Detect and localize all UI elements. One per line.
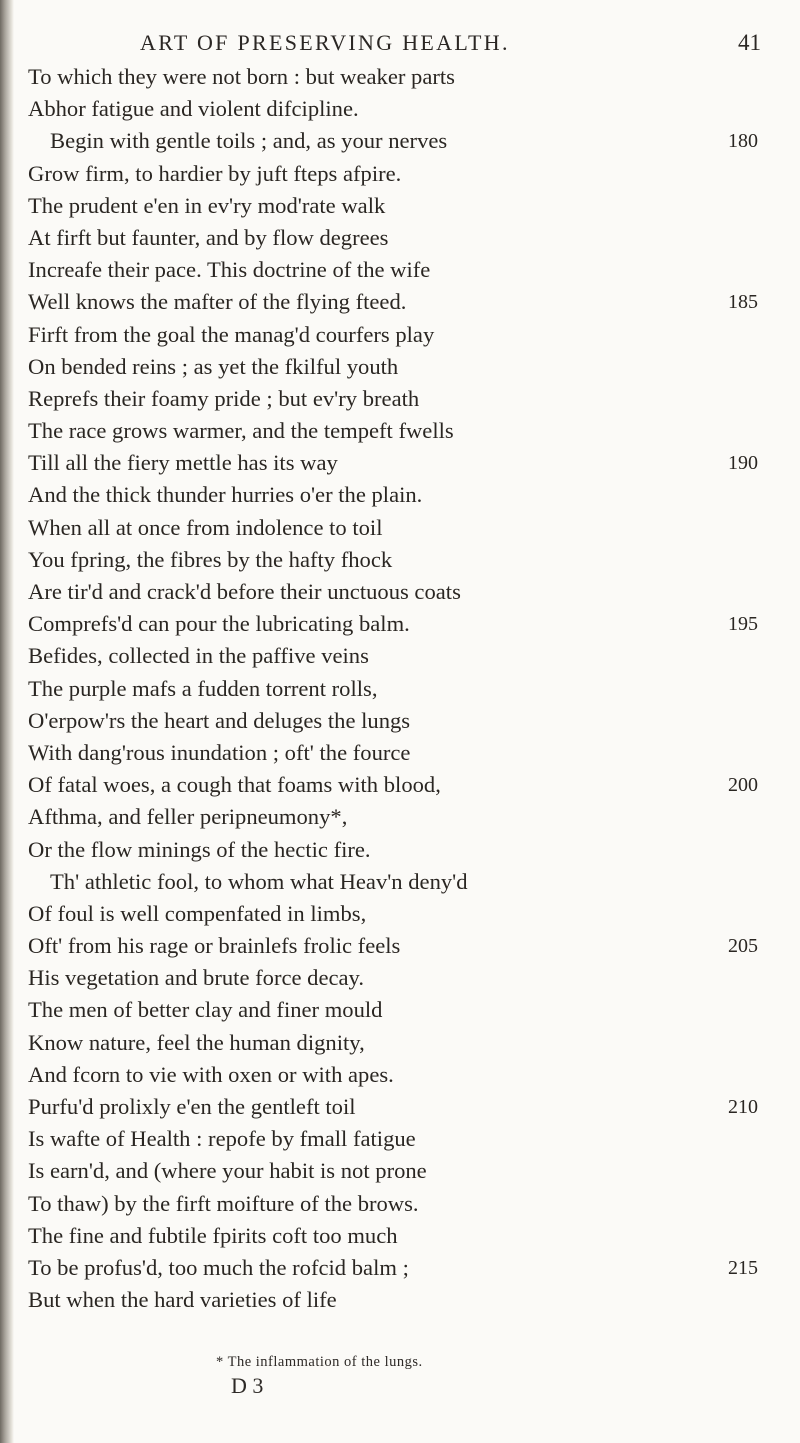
poem-line [0,737,800,769]
poem-line-text: When all at once from indolence to toil [28,514,383,540]
line-number: 190 [728,452,758,475]
poem-line-text: To which they were not born : but weaker parts [28,64,455,89]
poem-line [0,705,800,737]
poem-line-text: Till all the fiery mettle has its way [28,450,338,476]
poem-line-text: And fcorn to vie with oxen or with apes. [28,1061,394,1087]
poem-line [0,930,800,962]
poem-line-text: Well knows the mafter of the flying fteed. [28,289,407,315]
poem-line-text: Comprefs'd can pour the lubricating balm. [28,611,410,637]
poem-line [0,576,800,608]
poem-line [0,608,800,640]
poem-line-text: You fpring, the fibres by the hafty fhock [28,546,393,572]
poem-line-text: Increafe their pace. This doctrine of the wife [28,257,431,283]
poem-line [0,1059,800,1091]
poem-line-text: The race grows warmer, and the tempeft fwells [28,418,454,444]
running-head: ART OF PRESERVING HEALTH. [140,30,510,55]
poem-line-text: To thaw) by the firft moifture of the brows. [28,1190,419,1216]
poem-line-text: Know nature, feel the human dignity, [28,1029,365,1055]
poem-line-text: But when the hard varieties of life [28,1287,337,1313]
poem-line [0,190,800,222]
poem-line-text: Abhor fatigue and violent difcipline. [28,96,359,122]
poem-line [0,415,800,447]
poem-line [0,1123,800,1155]
poem-line [0,512,800,544]
poem-line [0,1155,800,1187]
poem-line-text: His vegetation and brute force decay. [28,965,365,991]
poem-line-text: Begin with gentle toils ; and, as your nerves [50,128,448,154]
line-number: 215 [728,1256,758,1279]
poem-line-text: Afthma, and feller peripneumony*, [28,804,348,830]
line-number: 195 [728,613,758,636]
poem-line [0,1091,800,1123]
page-number: 41 [738,30,761,55]
footnote: * The inflammation of the lungs. [216,1354,423,1370]
poem-line-text: The men of better clay and finer mould [28,997,383,1023]
poem-line [0,351,800,383]
poem-line-text: Is earn'd, and (where your habit is not prone [28,1158,427,1184]
signature-mark: D 3 [231,1373,264,1398]
poem-line-text: Purfu'd prolixly e'en the gentleft toil [28,1094,356,1119]
poem-line [0,383,800,415]
poem-line [0,866,800,898]
poem-line-text: At firft but faunter, and by flow degrees [28,224,389,250]
poem-line-text: Befides, collected in the paffive veins [28,643,369,669]
line-number: 185 [728,291,758,314]
poem-line-text: The purple mafs a fudden torrent rolls, [28,675,378,701]
line-number: 210 [728,1096,758,1118]
poem-line [0,673,800,705]
poem-line [0,1252,800,1284]
poem-line [0,447,800,479]
poem-line-text: To be profus'd, too much the rofcid balm ; [28,1254,409,1280]
poem-line [0,93,800,125]
poem-line-text: On bended reins ; as yet the fkilful youth [28,353,399,379]
poem-line [0,125,800,157]
poem-line [0,479,800,511]
poem-line [0,640,800,672]
poem-line-text: And the thick thunder hurries o'er the plain. [28,482,423,508]
poem-line-text: Oft' from his rage or brainlefs frolic feels [28,933,401,959]
poem-line-text: Are tir'd and crack'd before their unctuous coats [28,579,461,604]
poem-line [0,158,800,190]
poem-text [0,61,800,1316]
poem-line [0,286,800,318]
poem-line [0,61,800,93]
poem-line-text: Is wafte of Health : repofe by fmall fatigue [28,1126,416,1152]
line-number: 200 [728,774,758,797]
poem-line [0,319,800,351]
line-number: 205 [728,935,758,958]
poem-line [0,1220,800,1252]
poem-line [0,1284,800,1316]
poem-line [0,834,800,866]
poem-line-text: The fine and fubtile fpirits coft too much [28,1222,398,1248]
poem-line [0,962,800,994]
poem-line-text: Or the flow minings of the hectic fire. [28,836,371,862]
poem-line [0,801,800,833]
poem-line [0,254,800,286]
poem-line-text: O'erpow'rs the heart and deluges the lungs [28,707,411,733]
poem-line-text: Grow firm, to hardier by juft fteps afpire. [28,160,402,186]
poem-line-text: Reprefs their foamy pride ; but ev'ry breath [28,385,420,411]
poem-line-text: Th' athletic fool, to whom what Heav'n deny'd [50,868,468,894]
poem-line [0,544,800,576]
poem-line-text: Of foul is well compenfated in limbs, [28,900,367,926]
poem-line [0,898,800,930]
poem-line [0,769,800,801]
poem-line [0,222,800,254]
line-number: 180 [728,130,758,153]
poem-line [0,994,800,1026]
poem-line-text: Firft from the goal the manag'd courfers play [28,321,435,347]
poem-line-text: With dang'rous inundation ; oft' the fource [28,739,411,765]
poem-line-text: Of fatal woes, a cough that foams with blood, [28,772,441,798]
poem-line [0,1188,800,1220]
poem-line-text: The prudent e'en in ev'ry mod'rate walk [28,192,386,218]
poem-line [0,1027,800,1059]
